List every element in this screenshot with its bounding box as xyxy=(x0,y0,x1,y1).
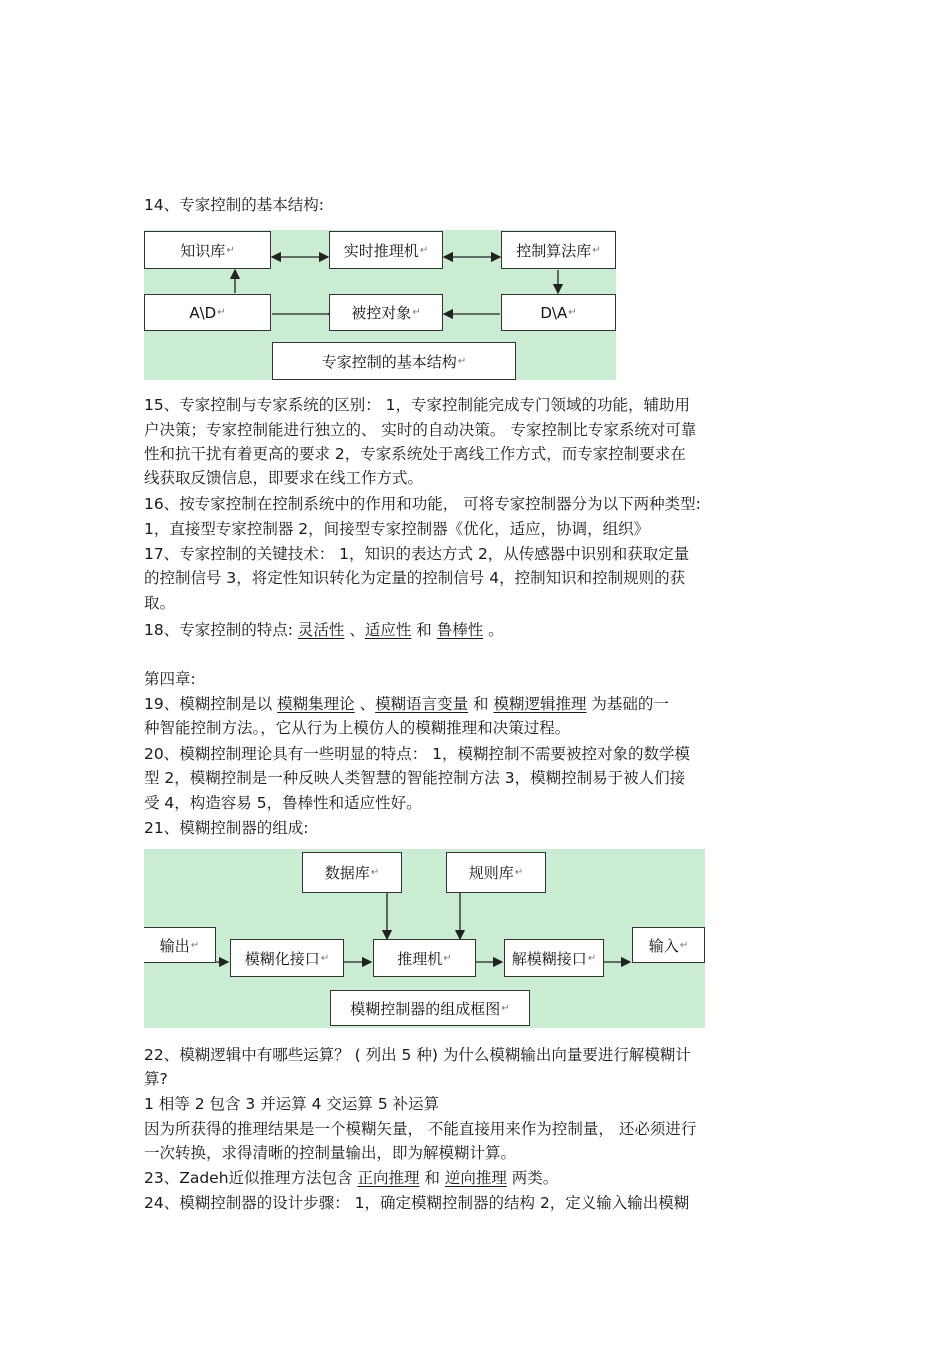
q21-heading: 21、模糊控制器的组成: xyxy=(144,819,309,837)
expert-control-diagram xyxy=(144,230,616,380)
q17-line3: 取。 xyxy=(144,594,176,612)
q24-line1: 24、模糊控制器的设计步骤： 1，确定模糊控制器的结构 2，定义输入输出模糊 xyxy=(144,1194,690,1212)
answer-blank: 模糊逻辑推理 xyxy=(493,695,587,713)
q19-line1: 19、模糊控制是以 模糊集理论 、模糊语言变量 和 模糊逻辑推理 为基础的一 xyxy=(144,695,669,713)
chapter-heading: 第四章: xyxy=(144,670,196,688)
fuzzification-interface-box: 模糊化接口 ↵ xyxy=(230,939,344,977)
q22-explain1: 因为所获得的推理结果是一个模糊矢量， 不能直接用来作为控制量， 还必须进行 xyxy=(144,1120,697,1138)
rule-base-box: 规则库 ↵ xyxy=(446,852,546,893)
diagram-caption: 模糊控制器的组成框图 ↵ xyxy=(330,990,530,1026)
answer-blank: 鲁棒性 xyxy=(436,621,484,639)
answer-blank: 灵活性 xyxy=(297,621,345,639)
q23-line: 23、Zadeh近似推理方法包含 正向推理 和 逆向推理 两类。 xyxy=(144,1169,559,1187)
inference-engine-box: 推理机 ↵ xyxy=(373,939,476,977)
q15-line1: 15、专家控制与专家系统的区别： 1，专家控制能完成专门领域的功能，辅助用 xyxy=(144,396,691,414)
ad-converter-box: A\D ↵ xyxy=(144,294,271,331)
answer-blank: 逆向推理 xyxy=(444,1169,507,1187)
q22-line2: 算? xyxy=(144,1070,168,1088)
q20-line2: 型 2，模糊控制是一种反映人类智慧的智能控制方法 3，模糊控制易于被人们接 xyxy=(144,769,686,787)
input-box: 输入 ↵ xyxy=(632,927,705,963)
control-algorithm-box: 控制算法库 ↵ xyxy=(501,231,616,269)
q16-line1: 16、按专家控制在控制系统中的作用和功能， 可将专家控制器分为以下两种类型: xyxy=(144,495,701,513)
inference-engine-box: 实时推理机 ↵ xyxy=(329,231,443,269)
diagram-caption: 专家控制的基本结构 ↵ xyxy=(272,342,516,380)
answer-blank: 模糊语言变量 xyxy=(375,695,469,713)
answer-blank: 模糊集理论 xyxy=(277,695,355,713)
q17-line2: 的控制信号 3，将定性知识转化为定量的控制信号 4，控制知识和控制规则的获 xyxy=(144,569,686,587)
q22-explain2: 一次转换，求得清晰的控制量输出，即为解模糊计算。 xyxy=(144,1144,517,1162)
q15-line4: 线获取反馈信息，即要求在线工作方式。 xyxy=(144,469,424,487)
knowledge-base-box: 知识库 ↵ xyxy=(144,231,271,269)
answer-blank: 正向推理 xyxy=(357,1169,420,1187)
q22-answer: 1 相等 2 包含 3 并运算 4 交运算 5 补运算 xyxy=(144,1095,440,1113)
fuzzy-controller-diagram xyxy=(144,849,705,1028)
q18-line: 18、专家控制的特点: 灵活性 、适应性 和 鲁棒性 。 xyxy=(144,621,504,639)
answer-blank: 适应性 xyxy=(364,621,412,639)
plant-box: 被控对象 ↵ xyxy=(329,294,443,331)
defuzzification-interface-box: 解模糊接口 ↵ xyxy=(504,939,604,977)
q22-line1: 22、模糊逻辑中有哪些运算？ ( 列出 5 种) 为什么模糊输出向量要进行解模糊计 xyxy=(144,1046,691,1064)
q20-line1: 20、模糊控制理论具有一些明显的特点： 1，模糊控制不需要被控对象的数学模 xyxy=(144,745,691,763)
output-box: 输出 ↵ xyxy=(144,927,216,963)
q20-line3: 受 4，构造容易 5，鲁棒性和适应性好。 xyxy=(144,794,422,812)
q15-line3: 性和抗干扰有着更高的要求 2，专家系统处于离线工作方式，而专家控制要求在 xyxy=(144,445,686,463)
q16-line2: 1，直接型专家控制器 2，间接型专家控制器《优化，适应，协调，组织》 xyxy=(144,520,650,538)
database-box: 数据库 ↵ xyxy=(302,852,402,893)
q15-line2: 户决策；专家控制能进行独立的、 实时的自动决策。 专家控制比专家系统对可靠 xyxy=(144,421,697,439)
q17-line1: 17、专家控制的关键技术： 1，知识的表达方式 2，从传感器中识别和获取定量 xyxy=(144,545,690,563)
q14-heading: 14、专家控制的基本结构: xyxy=(144,196,324,214)
da-converter-box: D\A ↵ xyxy=(501,294,616,331)
q19-line2: 种智能控制方法。，它从行为上模仿人的模糊推理和决策过程。 xyxy=(144,719,571,737)
